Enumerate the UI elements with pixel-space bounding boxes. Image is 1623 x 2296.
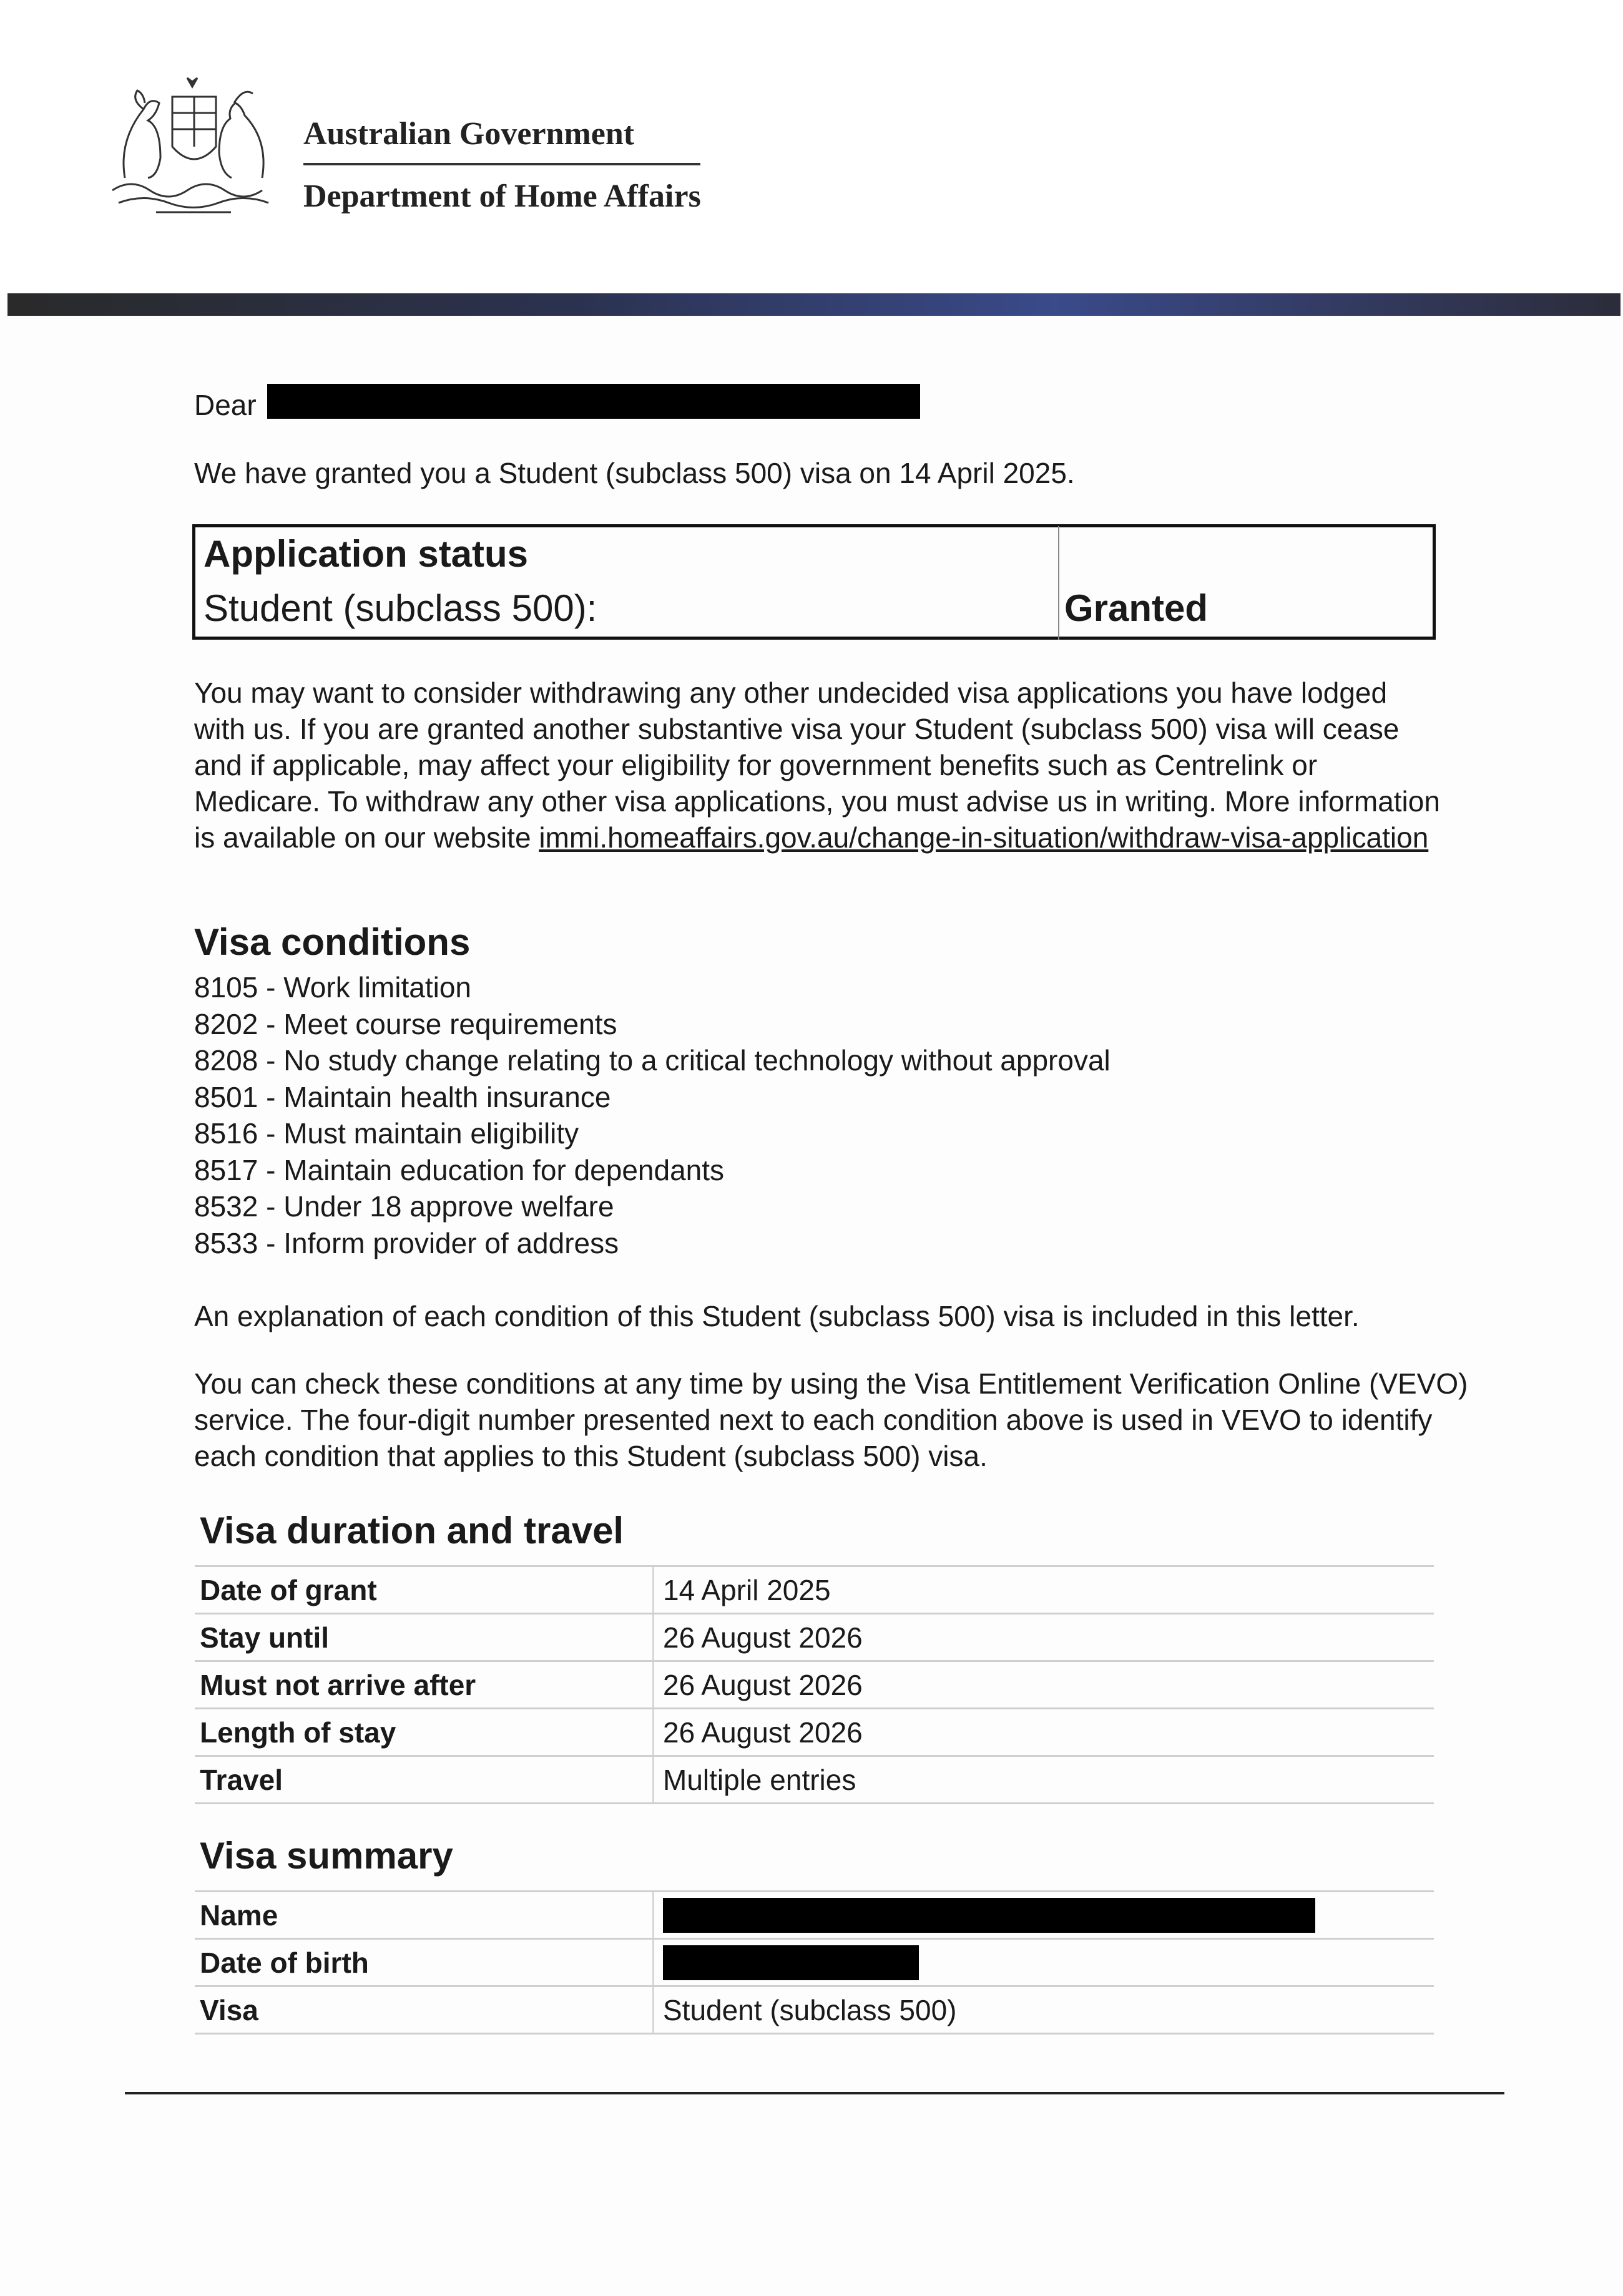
application-status-value: Granted bbox=[1064, 587, 1209, 629]
row-label: Visa bbox=[195, 1986, 654, 2034]
table-row bbox=[195, 1614, 1434, 1661]
table-row bbox=[195, 1566, 1434, 1614]
row-value: 14 April 2025 bbox=[654, 1566, 1434, 1614]
row-label: Length of stay bbox=[195, 1709, 654, 1756]
department-name: Department of Home Affairs bbox=[303, 178, 701, 214]
redacted-name bbox=[663, 1898, 1315, 1933]
grant-sentence: We have granted you a Student (subclass 500) visa on 14 April 2025. bbox=[194, 457, 1075, 489]
visa-duration-table bbox=[195, 1565, 1434, 1804]
row-value: 26 August 2026 bbox=[654, 1661, 1434, 1709]
table-row bbox=[195, 1709, 1434, 1756]
vevo-note: You can check these conditions at any time by using the Visa Entitlement Verification Online (VEVO) service. The four-digit number presented next to each condition above is used in VEVO to identify each condition that applies to this Student (subclass 500) visa. bbox=[194, 1367, 1468, 1472]
withdraw-info-link[interactable]: immi.homeaffairs.gov.au/change-in-situation/withdraw-visa-application bbox=[539, 821, 1429, 854]
redacted-date-of-birth bbox=[663, 1945, 919, 1980]
withdraw-notice-text: You may want to consider withdrawing any other undecided visa applications you have lodged with us. If you are granted another substantive visa your Student (subclass 500) visa will cease and if applicable, may affect your eligibility for government benefits such as Centrelink or Medicare. To withdraw any other visa applications, you must advise us in writing. More information is available on our website bbox=[194, 677, 1440, 854]
row-value bbox=[654, 1939, 1434, 1986]
conditions-explanation: An explanation of each condition of this Student (subclass 500) visa is included in this letter. bbox=[194, 1300, 1360, 1332]
application-status-title: Application status bbox=[203, 533, 529, 575]
footer-divider bbox=[125, 2092, 1504, 2094]
list-item: 8202 - Meet course requirements bbox=[194, 1007, 617, 1040]
salutation bbox=[194, 387, 257, 423]
list-item: 8533 - Inform provider of address bbox=[194, 1226, 619, 1259]
letterhead-divider bbox=[303, 163, 700, 165]
row-label: Name bbox=[195, 1892, 654, 1939]
table-row bbox=[195, 1892, 1434, 1939]
table-row bbox=[195, 1986, 1434, 2034]
withdraw-notice bbox=[194, 675, 1443, 856]
list-item: 8517 - Maintain education for dependants bbox=[194, 1153, 725, 1186]
list-item: 8105 - Work limitation bbox=[194, 971, 471, 1004]
visa-conditions-title: Visa conditions bbox=[194, 921, 471, 963]
application-status-visa: Student (subclass 500): bbox=[203, 587, 597, 629]
visa-summary-title: Visa summary bbox=[200, 1835, 453, 1877]
row-label: Date of birth bbox=[195, 1939, 654, 1986]
table-row bbox=[195, 1939, 1434, 1986]
list-item: 8501 - Maintain health insurance bbox=[194, 1080, 611, 1113]
org-name: Australian Government bbox=[303, 116, 635, 152]
table-row bbox=[195, 1756, 1434, 1804]
row-value: Student (subclass 500) bbox=[654, 1986, 1434, 2034]
coat-of-arms-icon bbox=[100, 72, 287, 222]
list-item: 8532 - Under 18 approve welfare bbox=[194, 1190, 614, 1223]
visa-summary-table bbox=[195, 1890, 1434, 2035]
row-label: Date of grant bbox=[195, 1566, 654, 1614]
list-item: 8516 - Must maintain eligibility bbox=[194, 1117, 579, 1150]
row-value: 26 August 2026 bbox=[654, 1614, 1434, 1661]
table-row bbox=[195, 1661, 1434, 1709]
row-value: Multiple entries bbox=[654, 1756, 1434, 1804]
visa-duration-title: Visa duration and travel bbox=[200, 1510, 624, 1551]
row-value: 26 August 2026 bbox=[654, 1709, 1434, 1756]
header-banner bbox=[7, 293, 1621, 316]
salutation-text: Dear bbox=[194, 389, 257, 421]
row-label: Travel bbox=[195, 1756, 654, 1804]
redacted-recipient-name bbox=[267, 384, 920, 419]
visa-conditions-list bbox=[194, 969, 1111, 1261]
row-label: Must not arrive after bbox=[195, 1661, 654, 1709]
list-item: 8208 - No study change relating to a critical technology without approval bbox=[194, 1044, 1111, 1077]
row-label: Stay until bbox=[195, 1614, 654, 1661]
row-value bbox=[654, 1892, 1434, 1939]
status-divider bbox=[1058, 526, 1059, 640]
